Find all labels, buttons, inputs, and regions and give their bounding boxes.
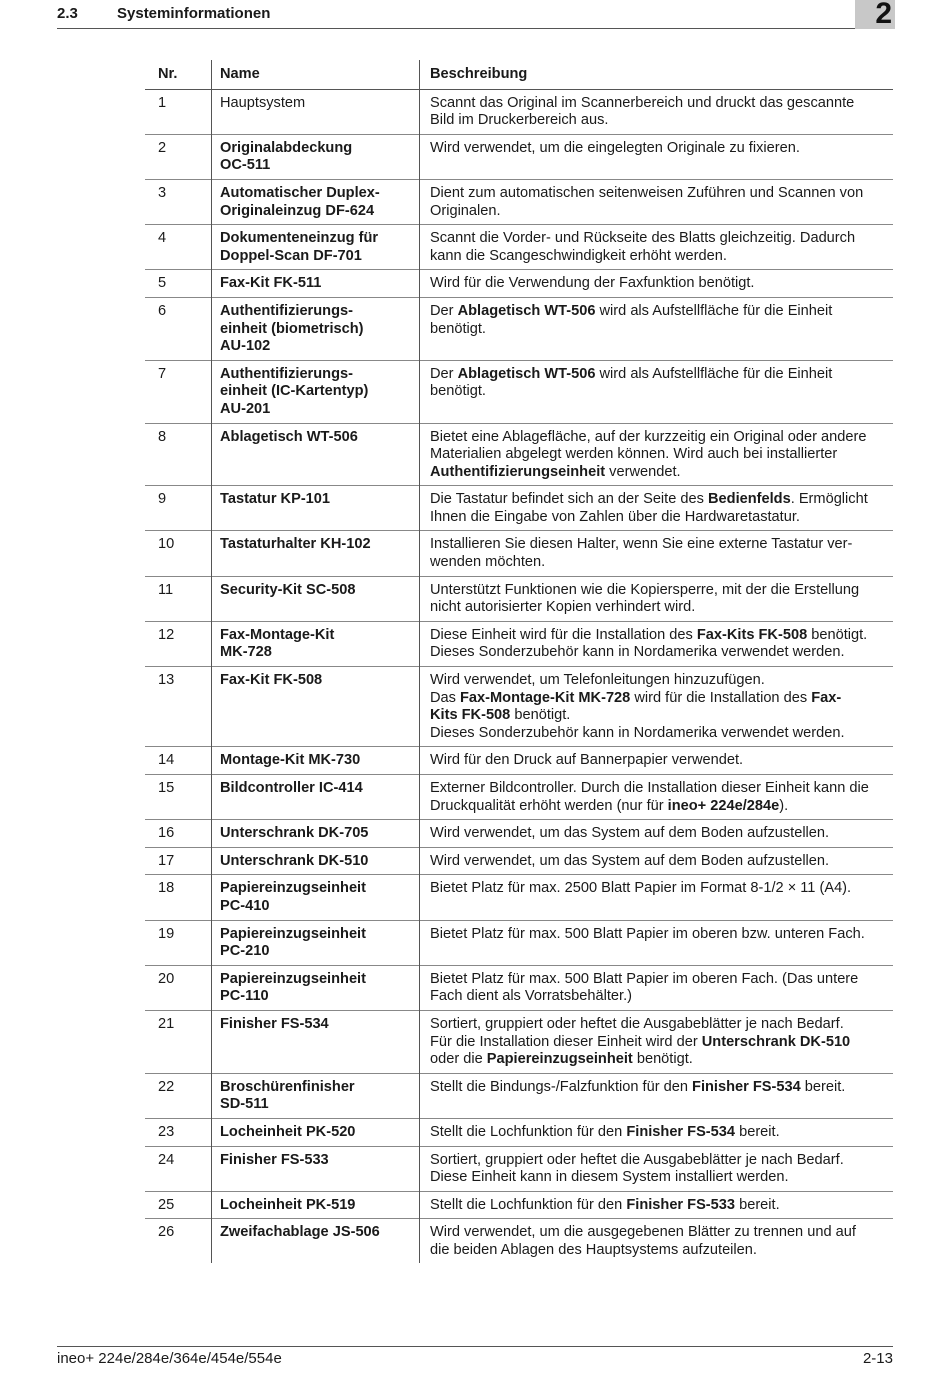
component-name-line: Finisher FS-534 — [220, 1015, 329, 1032]
table-row — [145, 847, 893, 875]
component-name-line: Montage-Kit MK-730 — [220, 752, 361, 769]
component-name — [212, 531, 420, 576]
section-title: Systeminformationen — [117, 5, 271, 22]
component-name-line: Authentifizierungs- — [220, 302, 353, 319]
description-line — [430, 366, 887, 384]
description-text: wenden möchten. — [430, 554, 546, 571]
description-line — [430, 599, 887, 617]
row-number: 3 — [158, 184, 167, 201]
table-row — [145, 875, 893, 920]
description-line — [430, 203, 887, 221]
description-text: Diese Einheit wird für die Installation des — [430, 626, 697, 643]
row-number: 2 — [158, 139, 167, 156]
description-line — [430, 230, 887, 248]
description-line — [430, 95, 887, 113]
component-name-line: Locheinheit PK-519 — [220, 1196, 356, 1213]
component-name-line: Originalabdeckung — [220, 139, 353, 156]
description-line — [430, 582, 887, 600]
description-line — [430, 248, 887, 266]
component-name — [212, 847, 420, 875]
description-line — [430, 303, 887, 321]
row-number: 21 — [158, 1015, 175, 1032]
component-description — [420, 486, 894, 531]
description-line — [430, 446, 887, 464]
table-row — [145, 820, 893, 848]
component-name-line: Locheinheit PK-520 — [220, 1123, 356, 1140]
component-name-line: PC-110 — [220, 988, 269, 1005]
description-line — [430, 690, 887, 708]
component-name — [212, 875, 420, 920]
description-text: wird als Aufstellfläche für die Einheit — [595, 302, 833, 319]
footer-model: ineo+ 224e/284e/364e/454e/554e — [57, 1350, 282, 1367]
component-description — [420, 531, 894, 576]
table-row — [145, 920, 893, 965]
component-description — [420, 667, 894, 747]
description-emphasis: ineo+ 224e/284e — [667, 797, 780, 814]
description-line — [430, 1169, 887, 1187]
description-line — [430, 707, 887, 725]
description-line — [430, 321, 887, 339]
description-text: Dieses Sonderzubehör kann in Nordamerika verwendet werden. — [430, 644, 845, 661]
component-name — [212, 820, 420, 848]
row-number: 12 — [158, 626, 175, 643]
component-name-line: PC-410 — [220, 897, 270, 914]
row-number: 10 — [158, 536, 175, 553]
component-description — [420, 1073, 894, 1118]
table-row — [145, 270, 893, 298]
component-description — [420, 297, 894, 360]
description-text: wird für die Installation des — [630, 689, 812, 706]
table-row — [145, 621, 893, 666]
description-text: bereit. — [735, 1196, 780, 1213]
table-header-row — [145, 60, 893, 89]
component-name — [212, 1219, 420, 1264]
row-number: 26 — [158, 1224, 175, 1241]
component-description — [420, 360, 894, 423]
table-row — [145, 747, 893, 775]
description-text: Wird verwendet, um die ausgegebenen Blätter zu trennen und auf — [430, 1224, 856, 1241]
description-emphasis: Fax-Kits FK-508 — [696, 626, 808, 643]
component-name-line: PC-210 — [220, 943, 270, 960]
component-description — [420, 179, 894, 224]
chapter-badge — [855, 0, 895, 29]
component-name-line: einheit (IC-Kartentyp) — [220, 383, 369, 400]
description-text: nicht autorisierter Kopien verhindert wird. — [430, 599, 696, 616]
table-row — [145, 179, 893, 224]
component-name-line: OC-511 — [220, 157, 271, 174]
table-row — [145, 1073, 893, 1118]
component-name — [212, 1010, 420, 1073]
component-name-line: Hauptsystem — [220, 94, 306, 111]
component-name — [212, 486, 420, 531]
component-name — [212, 270, 420, 298]
description-text: Unterstützt Funktionen wie die Kopiersperre, mit der die Erstellung — [430, 581, 860, 598]
row-number: 5 — [158, 275, 167, 292]
component-name-line: Fax-Kit FK-511 — [220, 275, 322, 292]
row-number: 17 — [158, 852, 175, 869]
system-components-table — [145, 60, 893, 1263]
description-text: Für die Installation dieser Einheit wird der — [430, 1033, 702, 1050]
component-name-line: Unterschrank DK-510 — [220, 852, 369, 869]
description-text: Stellt die Lochfunktion für den — [430, 1196, 627, 1213]
row-number: 7 — [158, 365, 167, 382]
component-description — [420, 1219, 894, 1264]
table-row — [145, 134, 893, 179]
component-name-line: Papiereinzugseinheit — [220, 925, 366, 942]
description-line — [430, 880, 887, 898]
description-text: benötigt. — [807, 626, 868, 643]
description-emphasis: Finisher FS-534 — [626, 1123, 736, 1140]
component-name-line: Papiereinzugseinheit — [220, 880, 366, 897]
component-name — [212, 179, 420, 224]
description-text: Bietet Platz für max. 500 Blatt Papier im oberen bzw. unteren Fach. — [430, 925, 865, 942]
table-row — [145, 1219, 893, 1264]
component-description — [420, 847, 894, 875]
description-emphasis: Papiereinzugseinheit — [486, 1051, 633, 1068]
description-line — [430, 1224, 887, 1242]
description-text: Diese Einheit kann in diesem System installiert werden. — [430, 1169, 789, 1186]
description-text: Bild im Druckerbereich aus. — [430, 112, 609, 129]
component-name-line: Ablagetisch WT-506 — [220, 428, 358, 445]
description-line — [430, 383, 887, 401]
component-description — [420, 134, 894, 179]
description-line — [430, 926, 887, 944]
component-name-line: Papiereinzugseinheit — [220, 970, 366, 987]
description-text: Druckqualität erhöht werden (nur für — [430, 797, 668, 814]
component-name-line: Dokumenteneinzug für — [220, 230, 379, 247]
description-text: Materialien abgelegt werden können. Wird auch bei installierter — [430, 446, 838, 463]
component-name — [212, 1191, 420, 1219]
description-text: bereit. — [800, 1078, 846, 1095]
column-header-description: Beschreibung — [420, 60, 894, 89]
description-text: Der — [430, 365, 458, 382]
component-description — [420, 576, 894, 621]
component-description — [420, 1010, 894, 1073]
component-description — [420, 965, 894, 1010]
description-line — [430, 536, 887, 554]
description-emphasis: Bedienfelds — [708, 491, 791, 508]
description-text: benötigt. — [430, 383, 486, 400]
component-name-line: einheit (biometrisch) — [220, 320, 364, 337]
component-name — [212, 360, 420, 423]
table-row — [145, 423, 893, 486]
description-text: Stellt die Lochfunktion für den — [430, 1123, 627, 1140]
description-text: oder die — [430, 1051, 487, 1068]
component-name-line: Tastaturhalter KH-102 — [220, 536, 371, 553]
table-row — [145, 965, 893, 1010]
description-text: benötigt. — [632, 1051, 693, 1068]
description-text: ). — [779, 797, 789, 814]
description-line — [430, 1079, 887, 1097]
component-name-line: Finisher FS-533 — [220, 1151, 329, 1168]
row-number: 14 — [158, 752, 175, 769]
description-line — [430, 275, 887, 293]
table-row — [145, 486, 893, 531]
row-number: 1 — [158, 94, 167, 111]
description-emphasis: Ablagetisch WT-506 — [457, 365, 596, 382]
description-line — [430, 725, 887, 743]
table-row — [145, 297, 893, 360]
table-row — [145, 775, 893, 820]
component-name-line: AU-102 — [220, 338, 271, 355]
description-emphasis: Fax- — [811, 689, 842, 706]
description-emphasis: Finisher FS-533 — [626, 1196, 736, 1213]
description-emphasis: Finisher FS-534 — [692, 1078, 801, 1095]
component-name — [212, 1146, 420, 1191]
description-emphasis: Fax-Montage-Kit MK-728 — [460, 689, 631, 706]
component-name — [212, 621, 420, 666]
description-text: Originalen. — [430, 202, 501, 219]
description-line — [430, 185, 887, 203]
component-name-line: Zweifachablage JS-506 — [220, 1224, 380, 1241]
component-description — [420, 1118, 894, 1146]
description-line — [430, 853, 887, 871]
description-text: Die Tastatur befindet sich an der Seite des — [430, 491, 708, 508]
column-header-name: Name — [212, 60, 420, 89]
component-description — [420, 875, 894, 920]
table-row — [145, 89, 893, 134]
description-text: Ihnen die Eingabe von Zahlen über die Hardwaretastatur. — [430, 508, 800, 525]
row-number: 15 — [158, 780, 175, 796]
description-text: Wird verwendet, um Telefonleitungen hinzuzufügen. — [430, 672, 765, 689]
component-name — [212, 1073, 420, 1118]
description-line — [430, 429, 887, 447]
component-name-line: Authentifizierungs- — [220, 365, 353, 382]
description-text: Wird verwendet, um das System auf dem Boden aufzustellen. — [430, 852, 830, 869]
component-name — [212, 965, 420, 1010]
description-text: die beiden Ablagen des Hauptsystems aufzuteilen. — [430, 1241, 757, 1258]
component-name — [212, 225, 420, 270]
row-number: 20 — [158, 970, 175, 987]
table-row — [145, 360, 893, 423]
component-name-line: Unterschrank DK-705 — [220, 825, 369, 842]
description-line — [430, 1124, 887, 1142]
description-text: kann die Scangeschwindigkeit erhöht werden. — [430, 247, 727, 264]
component-name-line: Originaleinzug DF-624 — [220, 202, 375, 219]
chapter-number: 2 — [875, 0, 892, 30]
description-line — [430, 988, 887, 1006]
component-name — [212, 667, 420, 747]
description-line — [430, 780, 887, 798]
description-emphasis: Authentifizierungseinheit — [430, 463, 606, 480]
description-text: Externer Bildcontroller. Durch die Installation dieser Einheit kann die — [430, 780, 869, 796]
component-name — [212, 576, 420, 621]
component-name — [212, 89, 420, 134]
description-line — [430, 627, 887, 645]
description-line — [430, 825, 887, 843]
component-name — [212, 1118, 420, 1146]
row-number: 11 — [158, 581, 174, 598]
description-line — [430, 798, 887, 816]
row-number: 23 — [158, 1123, 175, 1140]
component-description — [420, 621, 894, 666]
column-header-nr: Nr. — [158, 66, 178, 82]
component-name-line: AU-201 — [220, 400, 271, 417]
description-line — [430, 971, 887, 989]
component-description — [420, 920, 894, 965]
section-number: 2.3 — [57, 5, 78, 22]
description-text: Wird verwendet, um die eingelegten Originale zu fixieren. — [430, 139, 800, 156]
description-text: Der — [430, 302, 458, 319]
description-text: Bietet Platz für max. 2500 Blatt Papier im Format 8-1/2 × 11 (A4). — [430, 880, 852, 897]
component-description — [420, 225, 894, 270]
component-description — [420, 820, 894, 848]
component-name-line: Tastatur KP-101 — [220, 491, 331, 508]
component-name — [212, 747, 420, 775]
description-text: Fach dient als Vorratsbehälter.) — [430, 988, 632, 1005]
row-number: 13 — [158, 672, 175, 689]
table-row — [145, 531, 893, 576]
description-text: verwendet. — [605, 463, 681, 480]
description-text: wird als Aufstellfläche für die Einheit — [595, 365, 833, 382]
description-text: Bietet eine Ablagefläche, auf der kurzzeitig ein Original oder andere — [430, 428, 867, 445]
component-name — [212, 134, 420, 179]
component-name — [212, 775, 420, 820]
row-number: 19 — [158, 925, 175, 942]
table-row — [145, 1118, 893, 1146]
row-number: 4 — [158, 230, 167, 247]
header-divider — [57, 28, 893, 29]
component-name — [212, 423, 420, 486]
component-description — [420, 775, 894, 820]
description-line — [430, 464, 887, 482]
component-description — [420, 423, 894, 486]
component-description — [420, 1146, 894, 1191]
component-name-line: Doppel-Scan DF-701 — [220, 247, 362, 264]
description-text: Dient zum automatischen seitenweisen Zuführen und Scannen von — [430, 184, 864, 201]
description-emphasis: Kits FK-508 — [430, 707, 511, 724]
table-row — [145, 576, 893, 621]
table-row — [145, 1010, 893, 1073]
description-line — [430, 554, 887, 572]
description-line — [430, 491, 887, 509]
table-row — [145, 1146, 893, 1191]
description-line — [430, 1016, 887, 1034]
component-name — [212, 920, 420, 965]
description-text: . Ermöglicht — [790, 491, 868, 508]
description-line — [430, 644, 887, 662]
description-line — [430, 1242, 887, 1260]
description-text: Bietet Platz für max. 500 Blatt Papier im oberen Fach. (Das untere — [430, 970, 859, 987]
description-line — [430, 752, 887, 770]
description-emphasis: Ablagetisch WT-506 — [457, 302, 596, 319]
description-text: Installieren Sie diesen Halter, wenn Sie eine externe Tastatur ver- — [430, 536, 853, 553]
row-number: 18 — [158, 880, 175, 897]
description-line — [430, 509, 887, 527]
row-number: 16 — [158, 825, 175, 842]
table-row — [145, 1191, 893, 1219]
component-description — [420, 747, 894, 775]
description-text: Das — [430, 689, 461, 706]
description-line — [430, 112, 887, 130]
description-line — [430, 1152, 887, 1170]
description-text: Stellt die Bindungs-/Falzfunktion für den — [430, 1078, 693, 1095]
description-line — [430, 1197, 887, 1215]
system-components-table-wrapper — [145, 60, 893, 1263]
component-name-line: Bildcontroller IC-414 — [220, 780, 363, 796]
row-number: 25 — [158, 1196, 175, 1213]
table-body — [145, 89, 893, 1263]
component-name-line: MK-728 — [220, 644, 272, 661]
component-description — [420, 270, 894, 298]
row-number: 6 — [158, 302, 167, 319]
table-row — [145, 225, 893, 270]
description-text: Wird für die Verwendung der Faxfunktion benötigt. — [430, 275, 755, 292]
description-text: Dieses Sonderzubehör kann in Nordamerika verwendet werden. — [430, 724, 845, 741]
description-text: Sortiert, gruppiert oder heftet die Ausgabeblätter je nach Bedarf. — [430, 1151, 844, 1168]
description-text: Sortiert, gruppiert oder heftet die Ausgabeblätter je nach Bedarf. — [430, 1015, 844, 1032]
description-line — [430, 1051, 887, 1069]
component-name-line: Fax-Kit FK-508 — [220, 672, 323, 689]
component-description — [420, 1191, 894, 1219]
component-name-line: Fax-Montage-Kit — [220, 626, 335, 643]
row-number: 22 — [158, 1078, 175, 1095]
description-text: benötigt. — [430, 320, 486, 337]
row-number: 24 — [158, 1151, 175, 1168]
component-description — [420, 89, 894, 134]
description-line — [430, 1034, 887, 1052]
description-text: Wird verwendet, um das System auf dem Boden aufzustellen. — [430, 825, 830, 842]
component-name-line: Security-Kit SC-508 — [220, 581, 356, 598]
description-emphasis: Unterschrank DK-510 — [701, 1033, 851, 1050]
description-line — [430, 140, 887, 158]
table-row — [145, 667, 893, 747]
description-text: Wird für den Druck auf Bannerpapier verwendet. — [430, 752, 744, 769]
footer-divider — [57, 1346, 893, 1347]
description-text: Scannt das Original im Scannerbereich und druckt das gescannte — [430, 94, 855, 111]
description-line — [430, 672, 887, 690]
description-text: Scannt die Vorder- und Rückseite des Blatts gleichzeitig. Dadurch — [430, 230, 856, 247]
component-name-line: Automatischer Duplex- — [220, 184, 380, 201]
description-text: benötigt. — [510, 707, 571, 724]
component-name-line: Broschürenfinisher — [220, 1078, 355, 1095]
component-name-line: SD-511 — [220, 1096, 269, 1113]
row-number: 9 — [158, 491, 167, 508]
description-text: bereit. — [735, 1123, 780, 1140]
row-number: 8 — [158, 428, 167, 445]
footer-page-number: 2-13 — [862, 1350, 893, 1367]
component-name — [212, 297, 420, 360]
